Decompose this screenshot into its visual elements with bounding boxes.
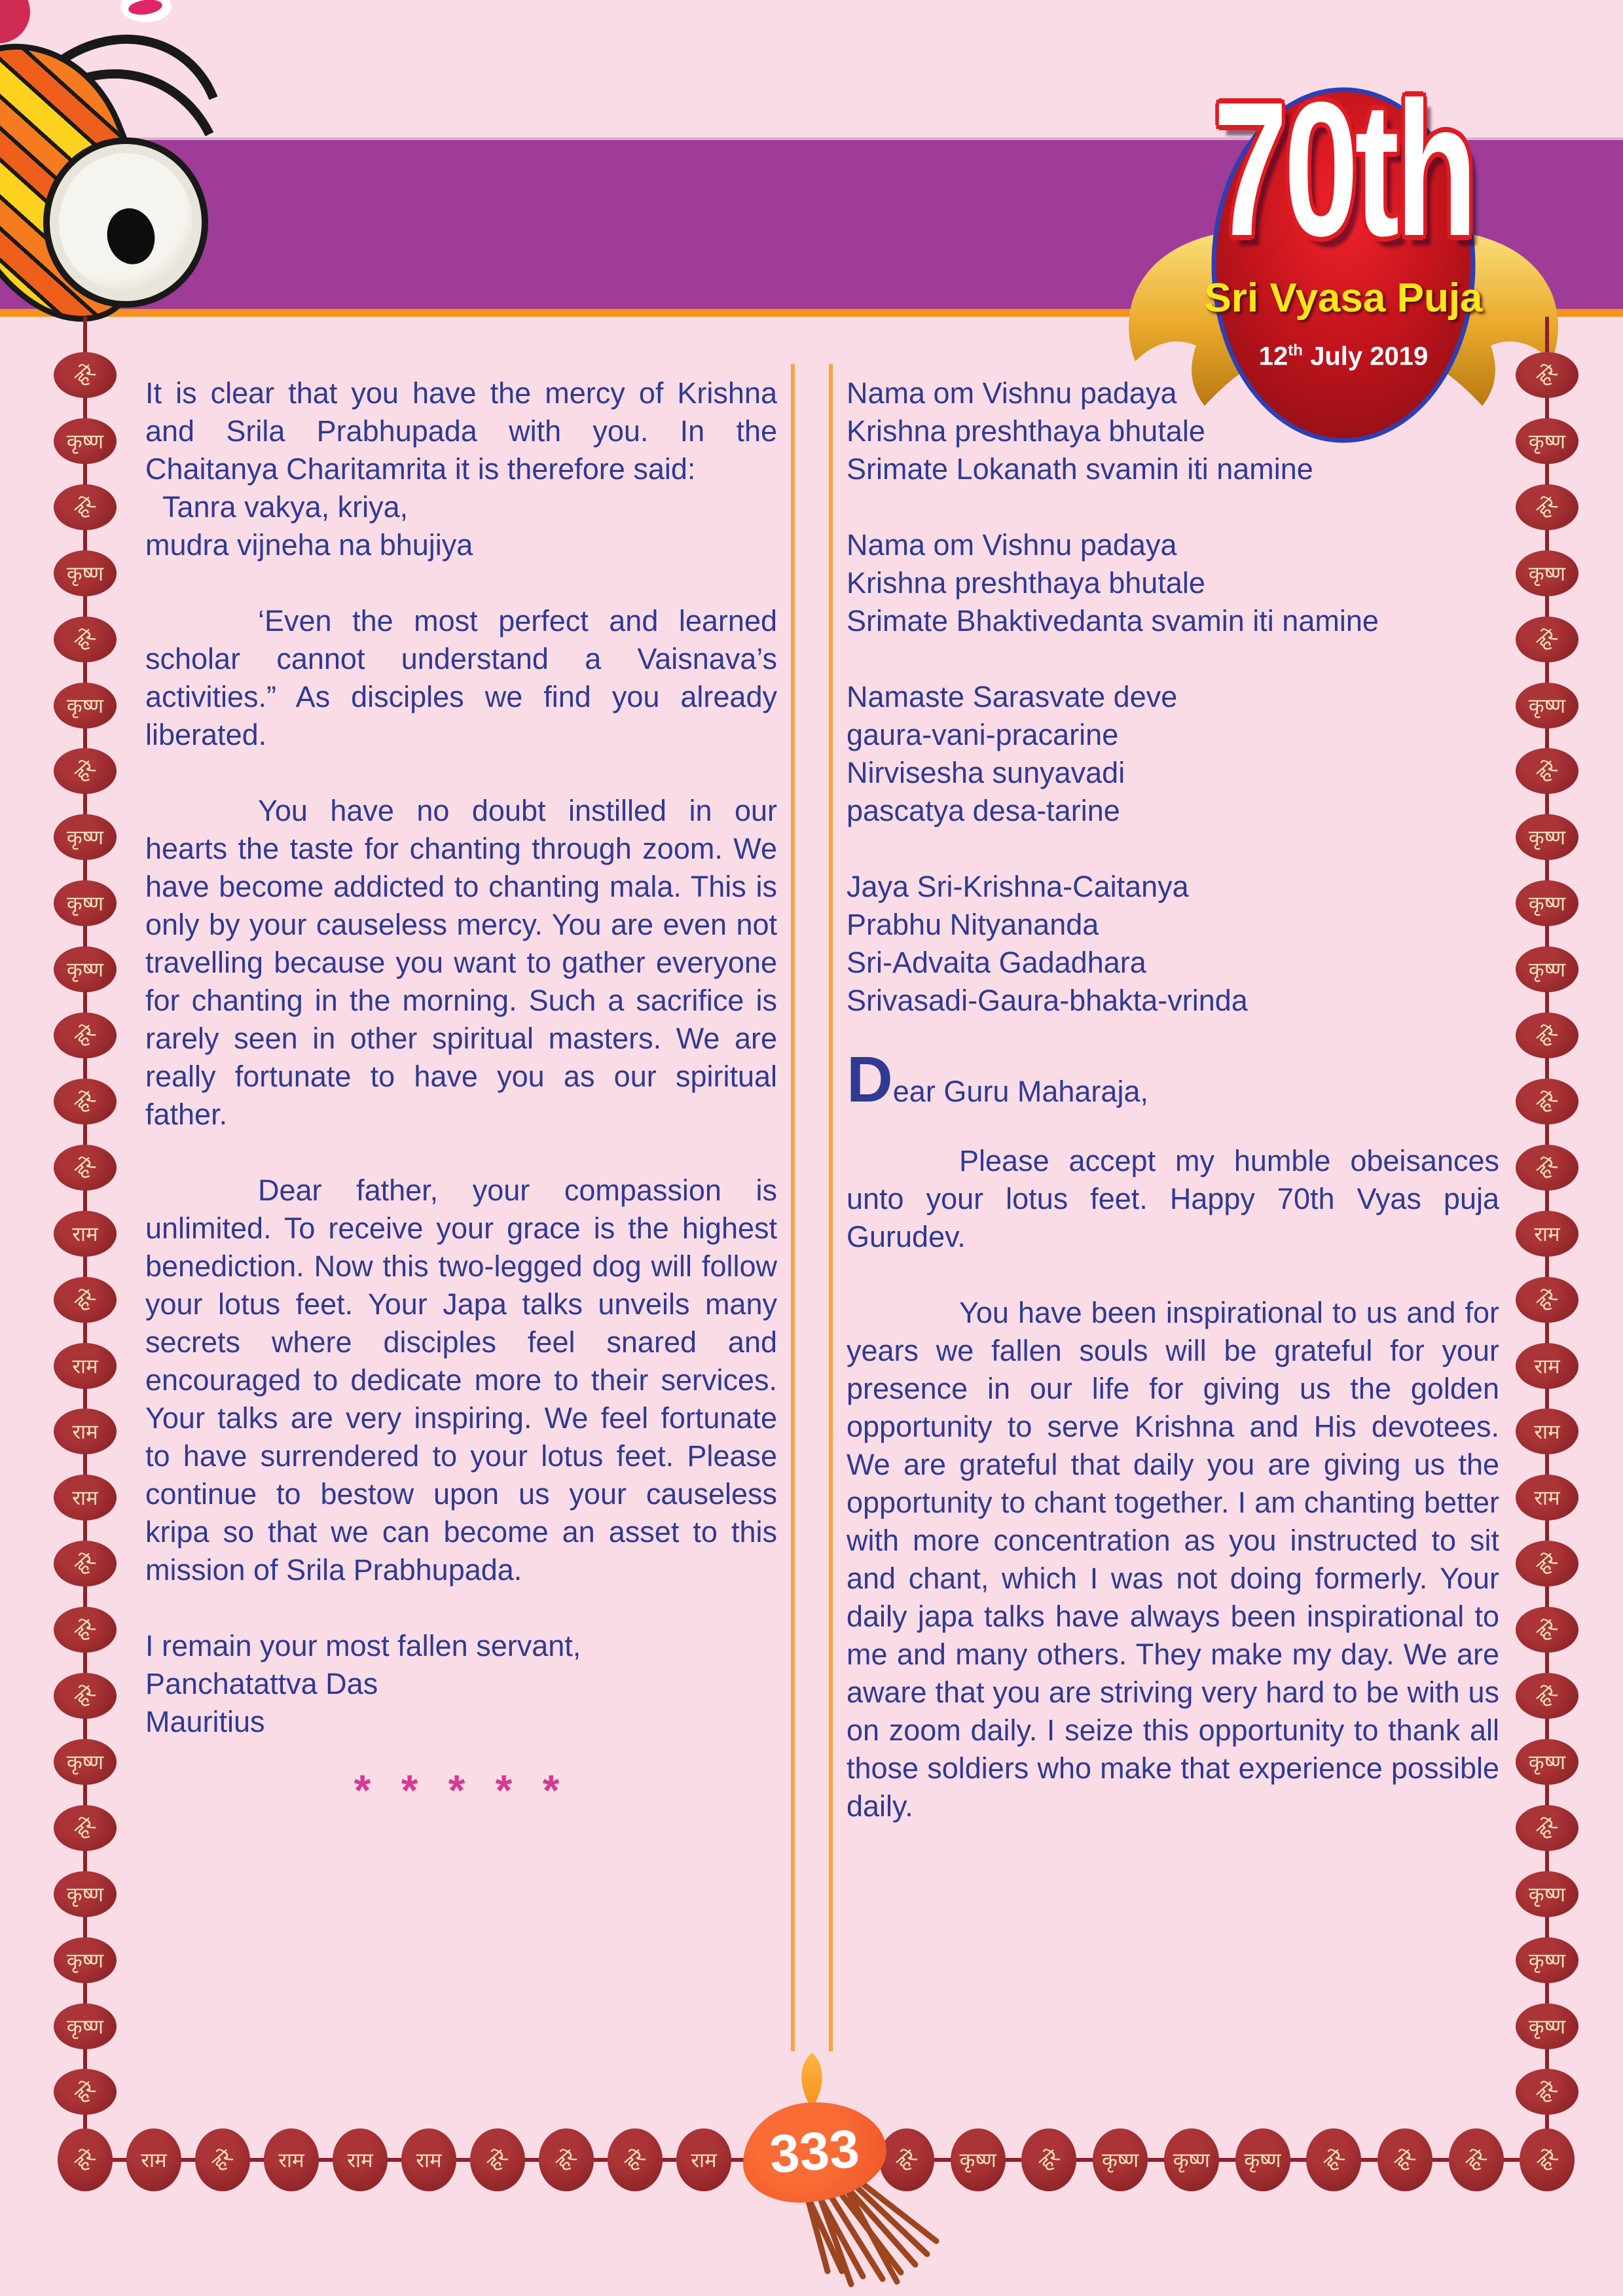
mala-bead-label: कृष्ण <box>1528 1750 1566 1774</box>
mala-bead-label: हरे <box>1319 2145 1349 2176</box>
mala-bead <box>1306 2128 1361 2191</box>
mala-bead <box>1516 2003 1578 2049</box>
mala-bead <box>54 1013 117 1058</box>
drum-center-dot <box>102 204 160 268</box>
mala-bead-label: कृष्ण <box>1528 429 1566 454</box>
mala-bead <box>1516 946 1578 992</box>
mala-bead-label: कृष्ण <box>1101 2149 1139 2172</box>
signoff-name: Panchatattva Das <box>145 1667 378 1700</box>
mala-bead-label: कृष्ण <box>1173 2149 1210 2172</box>
mala-bead-label: कृष्ण <box>1528 2015 1566 2039</box>
verse-line: Krishna preshthaya bhutale <box>847 414 1205 448</box>
mala-bead-label: कृष्ण <box>1528 892 1566 916</box>
mala-bead-label: कृष्ण <box>66 958 104 982</box>
mala-bead <box>608 2128 663 2191</box>
mala-bead <box>1516 1475 1578 1520</box>
mala-bead-label: कृष्ण <box>1528 826 1566 850</box>
mala-bead <box>1516 1937 1578 1983</box>
verse-line: pascatya desa-tarine <box>847 794 1120 827</box>
mala-bead-label: हरे <box>70 1086 101 1117</box>
mala-bead <box>195 2128 250 2191</box>
mala-bead-label: हरे <box>70 2145 101 2176</box>
signoff-block <box>145 1627 777 1741</box>
paragraph-inspirational: You have been inspirational to us and for years we fallen souls will be grateful for your presence in our life for giving us the golden opportunity to serve Krishna and His devotees. We are grateful that daily you are giving us the opportunity to chant together. I am chanting better with more concentration as you instructed to sit and chant, which I was not doing formerly. Your daily japa talks have always been inspirational to me and many others. They make my day. We are aware that you are striving very hard to be with us on zoom daily. I seize this opportunity to thank all those soldiers who make that experience possible daily. <box>847 1296 1499 1823</box>
mala-bead-label: राम <box>1534 1486 1560 1511</box>
mala-bead <box>54 1739 117 1785</box>
mala-bead <box>54 1607 117 1653</box>
signoff-line: I remain your most fallen servant, <box>145 1629 581 1662</box>
mala-bead-label: हरे <box>70 1681 101 1712</box>
verse-line: Jaya Sri-Krishna-Caitanya <box>847 870 1189 903</box>
mala-bead <box>54 1541 117 1587</box>
badge-date-number: 12 <box>1258 342 1288 371</box>
mala-bead-label: हरे <box>70 624 101 655</box>
mala-bead-label: कृष्ण <box>1528 562 1566 586</box>
drum-head <box>43 137 208 308</box>
mala-bead <box>1516 418 1578 464</box>
mala-bead-label: हरे <box>1533 2145 1563 2176</box>
mala-bead-label: राम <box>72 1420 98 1444</box>
mala-bead-label: हरे <box>70 2077 101 2108</box>
verse-line: Srimate Lokanath svamin iti namine <box>847 452 1313 486</box>
mala-bead-label: हरे <box>1532 492 1563 523</box>
mala-bead-label: कृष्ण <box>66 1948 104 1973</box>
badge-date-text: July 2019 <box>1302 342 1429 371</box>
mala-bead <box>1516 1408 1578 1454</box>
verse-bhaktivedanta-pranam <box>847 526 1499 640</box>
mala-bead-label: हरे <box>1532 624 1563 655</box>
verse-line: Nama om Vishnu padaya <box>847 528 1177 562</box>
mala-bead <box>1516 1805 1578 1851</box>
mala-bead <box>1449 2128 1504 2191</box>
mala-bead-label: कृष्ण <box>66 1750 104 1774</box>
mala-bead <box>1377 2128 1432 2191</box>
mala-bead <box>54 1475 117 1520</box>
verse-line: Srimate Bhaktivedanta svamin iti namine <box>847 604 1379 637</box>
mala-bead <box>1021 2128 1076 2191</box>
mala-bead <box>126 2128 181 2191</box>
mala-bead <box>54 418 117 464</box>
verse-line: Tanra vakya, kriya, <box>162 490 409 524</box>
right-column <box>847 374 1499 1863</box>
mala-bead-label: हरे <box>70 1020 101 1051</box>
mala-bead <box>54 814 117 860</box>
mala-bead-label: हरे <box>1532 1681 1563 1712</box>
mala-bead <box>54 1805 117 1851</box>
mala-bead-label: राम <box>278 2149 304 2172</box>
mala-bead <box>539 2128 594 2191</box>
badge-subtitle: Sri Vyasa Puja <box>1204 276 1483 321</box>
mala-bead <box>1516 1541 1578 1587</box>
salutation <box>847 1043 1499 1115</box>
mala-bead <box>1516 352 1578 398</box>
mala-bead <box>54 1408 117 1454</box>
divider-line-right <box>829 364 833 2051</box>
mala-bead-label: हरे <box>1532 1615 1563 1645</box>
mala-bead-label: कृष्ण <box>1528 694 1566 718</box>
mala-bead-label: हरे <box>1532 1020 1563 1051</box>
left-column <box>145 374 777 1814</box>
mala-bead-label: राम <box>1534 1354 1560 1378</box>
mala-bead <box>54 2069 117 2115</box>
mala-bead <box>470 2128 525 2191</box>
mala-bead <box>54 1673 117 1719</box>
mala-bead <box>1516 1739 1578 1785</box>
mala-bead-label: हरे <box>1532 1153 1563 1183</box>
verse-line: gaura-vani-pracarine <box>847 718 1119 751</box>
verse-line: Prabhu Nityananda <box>847 908 1099 941</box>
signoff-place: Mauritius <box>145 1705 265 1738</box>
mala-bead-label: हरे <box>70 1549 101 1580</box>
mala-bead <box>1093 2128 1148 2191</box>
badge-date <box>1113 342 1574 371</box>
verse-pancha-tattva <box>847 868 1499 1020</box>
salutation-dropcap: D <box>847 1043 893 1115</box>
mala-bead <box>54 1211 117 1257</box>
mala-bead-label: राम <box>72 1222 98 1246</box>
mala-bead-label: राम <box>141 2149 167 2172</box>
mala-bead <box>54 1343 117 1389</box>
mala-bead-label: हरे <box>70 1615 101 1645</box>
mala-bead <box>1516 1871 1578 1917</box>
mala-bead <box>58 2128 113 2191</box>
mala-bead-label: हरे <box>70 360 101 391</box>
mala-bead <box>1516 1013 1578 1058</box>
mala-bead-label: कृष्ण <box>66 429 104 454</box>
mala-bead <box>54 617 117 662</box>
mala-bead-label: राम <box>1534 1222 1560 1246</box>
mala-bead-label: हरे <box>70 1285 101 1316</box>
mala-bead <box>54 946 117 992</box>
mala-bead <box>1516 748 1578 794</box>
mala-bead-label: कृष्ण <box>1528 958 1566 982</box>
mala-bead <box>1516 814 1578 860</box>
mala-bead-label: कृष्ण <box>66 826 104 850</box>
verse-line: Sri-Advaita Gadadhara <box>847 946 1146 979</box>
mala-bead <box>1516 484 1578 530</box>
mala-bead <box>1516 1211 1578 1257</box>
mala-bead <box>1516 617 1578 662</box>
mala-bead <box>1516 683 1578 728</box>
mala-bead <box>1516 1673 1578 1719</box>
mala-bead-label: हरे <box>1532 2077 1563 2108</box>
verse-line: mudra vijneha na bhujiya <box>145 528 473 562</box>
mala-bead <box>1516 880 1578 926</box>
mala-bead-label: हरे <box>1532 1549 1563 1580</box>
mala-bead-label: राम <box>691 2149 717 2172</box>
paragraph-obeisances: Please accept my humble obeisances unto your lotus feet. Happy 70th Vyas puja Gurudev. <box>847 1144 1499 1253</box>
mala-bead-label: राम <box>72 1354 98 1378</box>
verse-lokanath-pranam <box>847 374 1499 488</box>
mala-bead <box>54 1145 117 1191</box>
verse-line: Namaste Sarasvate deve <box>847 680 1178 713</box>
mala-bead-label: हरे <box>892 2145 922 2176</box>
verse-line: Nirvisesha sunyavadi <box>847 756 1125 789</box>
mala-bead-label: कृष्ण <box>66 562 104 586</box>
verse-sarasvate <box>847 678 1499 830</box>
mala-bead <box>54 748 117 794</box>
mala-bead <box>264 2128 319 2191</box>
mala-bead <box>333 2128 388 2191</box>
paragraph-chanting-zoom: You have no doubt instilled in our hearts the taste for chanting through zoom. We have become addicted to chanting mala. This is only by your causeless mercy. You are even not travelling because you want to gather everyone for chanting in the morning. Such a sacrifice is rarely seen in other spiritual masters. We are really fortunate to have you as our spiritual father. <box>145 794 777 1131</box>
mala-bead <box>1235 2128 1290 2191</box>
paragraph-scholar-quote: ‘Even the most perfect and learned scholar cannot understand a Vaisnava’s activities.” As disciples we find you already liberated. <box>145 604 777 751</box>
mala-bead-label: हरे <box>70 757 101 787</box>
mala-bead <box>54 550 117 596</box>
mala-bead <box>54 352 117 398</box>
badge-title: 70th <box>1213 62 1474 276</box>
mala-bead <box>1516 1343 1578 1389</box>
mala-bead-label: राम <box>347 2149 373 2172</box>
mala-bead-label: हरे <box>70 492 101 523</box>
mala-bead <box>1516 2069 1578 2115</box>
mala-bead-label: हरे <box>1034 2145 1065 2176</box>
mala-bead-label: हरे <box>620 2145 651 2176</box>
badge-date-suffix: th <box>1288 342 1303 359</box>
mala-bead-label: हरे <box>1532 360 1563 391</box>
mala-bead-label: कृष्ण <box>66 1882 104 1907</box>
mala-bead <box>401 2128 456 2191</box>
mridanga-drum-illustration <box>0 0 254 319</box>
mala-bead <box>54 880 117 926</box>
verse-line: Srivasadi-Gaura-bhakta-vrinda <box>847 984 1248 1017</box>
mala-bead-label: हरे <box>1532 757 1563 787</box>
mala-bead-label: कृष्ण <box>1244 2149 1281 2172</box>
verse-charitamrita <box>145 488 777 564</box>
mala-bead <box>54 484 117 530</box>
mala-bead-label: राम <box>1534 1420 1560 1444</box>
page-number: 333 <box>767 2119 862 2185</box>
mala-bead-label: कृष्ण <box>1528 1882 1566 1907</box>
mala-bead-label: राम <box>72 1486 98 1511</box>
mala-bead-label: हरे <box>1532 1813 1563 1844</box>
mala-bead <box>54 1937 117 1983</box>
mala-bead-label: हरे <box>70 1813 101 1844</box>
mala-bead <box>1516 1607 1578 1653</box>
mala-bead-label: कृष्ण <box>1528 1948 1566 1973</box>
mala-bead <box>54 1277 117 1323</box>
mala-bead-label: हरे <box>1532 1285 1563 1316</box>
mala-bead-label: कृष्ण <box>959 2149 996 2172</box>
mala-bead-label: राम <box>416 2149 442 2172</box>
mala-bead-label: हरे <box>551 2145 582 2176</box>
mala-bead <box>54 1871 117 1917</box>
paragraph-mercy: It is clear that you have the mercy of Krishna and Srila Prabhupada with you. In the Chaitanya Charitamrita it is therefore said: <box>145 376 777 486</box>
mala-bead-label: हरे <box>1532 1086 1563 1117</box>
salutation-text: ear Guru Maharaja, <box>892 1075 1148 1108</box>
verse-line: Nama om Vishnu padaya <box>847 376 1177 410</box>
mala-bead-label: हरे <box>70 1153 101 1183</box>
mala-bead <box>54 2003 117 2049</box>
mala-bead <box>1520 2128 1575 2191</box>
mala-bead-label: कृष्ण <box>66 892 104 916</box>
mala-bead-label: हरे <box>1461 2145 1492 2176</box>
verse-line: Krishna preshthaya bhutale <box>847 566 1205 600</box>
mala-bead <box>1516 550 1578 596</box>
star-separator: * * * * * <box>354 1766 569 1814</box>
mala-bead-label: हरे <box>208 2145 238 2176</box>
mala-bead <box>676 2128 731 2191</box>
divider-line-left <box>791 364 795 2051</box>
mala-bead-label: कृष्ण <box>66 2015 104 2039</box>
mala-bead-label: कृष्ण <box>66 694 104 718</box>
mala-bead-label: हरे <box>483 2145 513 2176</box>
mala-bead <box>1516 1277 1578 1323</box>
mala-bead <box>54 1079 117 1124</box>
mala-bead <box>1164 2128 1219 2191</box>
mala-bead-label: हरे <box>1390 2145 1421 2176</box>
mala-bead <box>1516 1079 1578 1124</box>
mala-bead <box>951 2128 1006 2191</box>
mala-bead <box>54 683 117 728</box>
mala-bead <box>1516 1145 1578 1191</box>
paragraph-dear-father: Dear father, your compassion is unlimited. To receive your grace is the highest benediction. Now this two-legged dog will follow your lotus feet. Your Japa talks unveils many secrets where disciples feel snared and encouraged to dedicate more to their services. Your talks are very inspiring. We feel fortunate to have surrendered to your lotus feet. Please continue to bestow upon us your causeless kripa so that we can become an asset to this mission of Srila Prabhupada. <box>145 1174 777 1587</box>
